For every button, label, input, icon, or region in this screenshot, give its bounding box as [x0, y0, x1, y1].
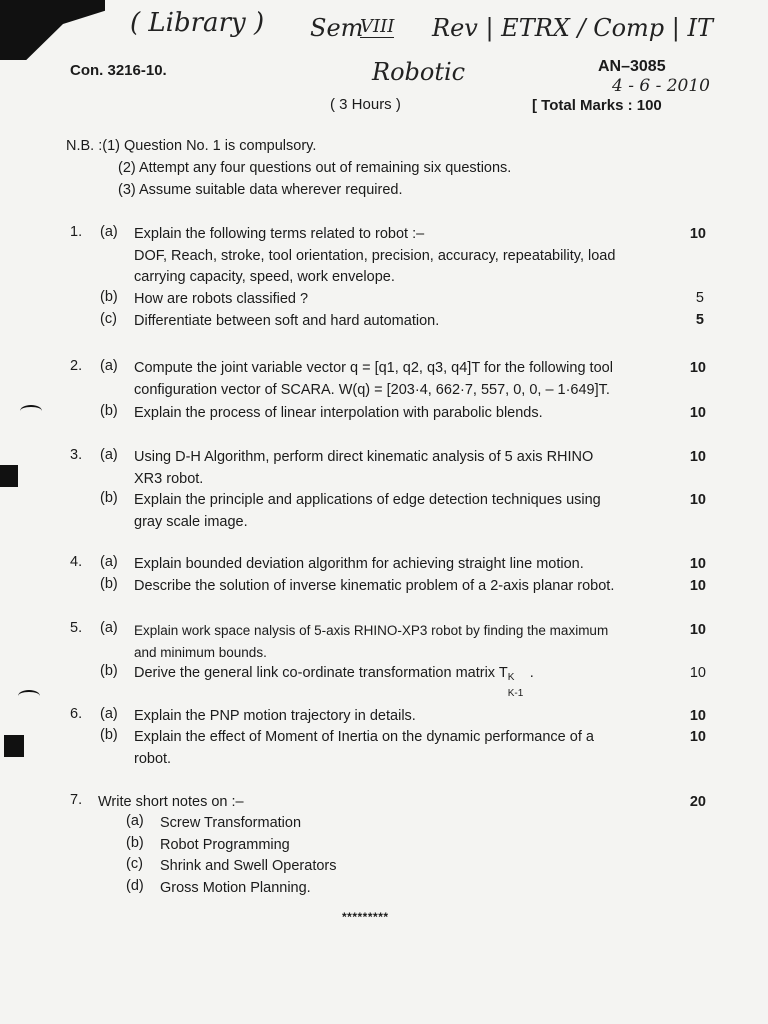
scan-edge-mark: [4, 735, 24, 757]
scan-corner-artifact: [0, 0, 105, 60]
handwritten-library: ( Library ): [130, 8, 265, 38]
handwritten-sem-label: Sem: [310, 14, 364, 42]
handwritten-subject: Robotic: [372, 58, 466, 86]
marks: 20: [689, 794, 706, 810]
handwritten-date: 4 - 6 - 2010: [612, 76, 710, 96]
part-label: (c): [126, 856, 143, 872]
marks: 5: [695, 312, 704, 328]
question-text: Explain work space nalysis of 5-axis RHINO-XP3 robot by finding the maximum and minimum bounds.: [134, 623, 609, 660]
total-marks: [ Total Marks : 100: [532, 97, 662, 114]
question-text: Write short notes on :–: [98, 794, 244, 810]
question-text: How are robots classified ?: [134, 291, 309, 307]
marks: 10: [689, 492, 706, 508]
part-label: (a): [100, 358, 118, 374]
part-label: (b): [126, 835, 144, 851]
scan-arc-mark: [18, 690, 40, 702]
note-3: (3) Assume suitable data wherever required.: [118, 182, 403, 198]
question-text: Explain the process of linear interpolation with parabolic blends.: [134, 405, 543, 421]
part-label: (b): [100, 403, 118, 419]
question-text: Explain the following terms related to robot :– DOF, Reach, stroke, tool orientation, precision, accuracy, repeatability, load carrying capacity, speed, work envelope.: [134, 226, 616, 285]
question-number: 3.: [70, 447, 83, 463]
part-label: (b): [100, 490, 118, 506]
note-2: (2) Attempt any four questions out of remaining six questions.: [118, 160, 512, 176]
question-number: 4.: [70, 554, 83, 570]
part-label: (c): [100, 311, 117, 327]
paper-code: AN–3085: [598, 58, 666, 75]
part-label: (b): [100, 727, 118, 743]
marks: 10: [689, 665, 706, 681]
question-text: Explain the PNP motion trajectory in details.: [134, 708, 416, 724]
marks: 10: [689, 360, 706, 376]
list-item: Robot Programming: [160, 837, 290, 853]
question-text: Derive the general link co-ordinate transformation matrix T K K-1 .: [134, 665, 534, 699]
duration: ( 3 Hours ): [330, 96, 401, 113]
marks: 10: [689, 449, 706, 465]
marks: 10: [689, 708, 706, 724]
part-label: (b): [100, 663, 118, 679]
question-text: Explain the principle and applications of edge detection techniques using gray scale image.: [134, 492, 601, 530]
question-text: Using D-H Algorithm, perform direct kinematic analysis of 5 axis RHINO XR3 robot.: [134, 449, 594, 487]
marks: 10: [689, 622, 706, 638]
question-text: Explain the effect of Moment of Inertia on the dynamic performance of a robot.: [134, 729, 594, 767]
handwritten-sem-value: VIII: [360, 16, 395, 37]
part-label: (a): [100, 447, 118, 463]
question-number: 1.: [70, 224, 83, 240]
part-label: (a): [100, 706, 118, 722]
question-number: 2.: [70, 358, 83, 374]
part-label: (a): [100, 554, 118, 570]
question-text: Describe the solution of inverse kinematic problem of a 2-axis planar robot.: [134, 578, 615, 594]
question-text: Compute the joint variable vector q = [q1, q2, q3, q4]T for the following tool configuration vector of SCARA. W(q) = [203·4, 662·7, 557, 0, 0, – 1·649]T.: [134, 360, 613, 398]
marks: 10: [689, 405, 706, 421]
con-code: Con. 3216-10.: [70, 62, 167, 79]
part-label: (a): [126, 813, 144, 829]
scan-arc-mark: [20, 405, 42, 417]
part-label: (d): [126, 878, 144, 894]
marks: 10: [689, 556, 706, 572]
part-label: (b): [100, 576, 118, 592]
list-item: Screw Transformation: [160, 815, 302, 831]
part-label: (b): [100, 289, 118, 305]
scan-edge-mark: [0, 465, 18, 487]
part-label: (a): [100, 620, 118, 636]
marks: 10: [689, 226, 706, 242]
note-1: N.B. :(1) Question No. 1 is compulsory.: [66, 138, 317, 154]
question-number: 6.: [70, 706, 83, 722]
part-label: (a): [100, 224, 118, 240]
question-number: 5.: [70, 620, 83, 636]
handwritten-branch: Rev | ETRX / Comp | IT: [432, 14, 713, 42]
question-text: Explain bounded deviation algorithm for achieving straight line motion.: [134, 556, 584, 572]
list-item: Shrink and Swell Operators: [160, 858, 337, 874]
question-text: Differentiate between soft and hard automation.: [134, 313, 440, 329]
marks: 10: [689, 729, 706, 745]
list-item: Gross Motion Planning.: [160, 880, 311, 896]
question-number: 7.: [70, 792, 83, 808]
marks: 5: [695, 290, 704, 306]
marks: 10: [689, 578, 706, 594]
end-marker: *********: [342, 910, 389, 924]
